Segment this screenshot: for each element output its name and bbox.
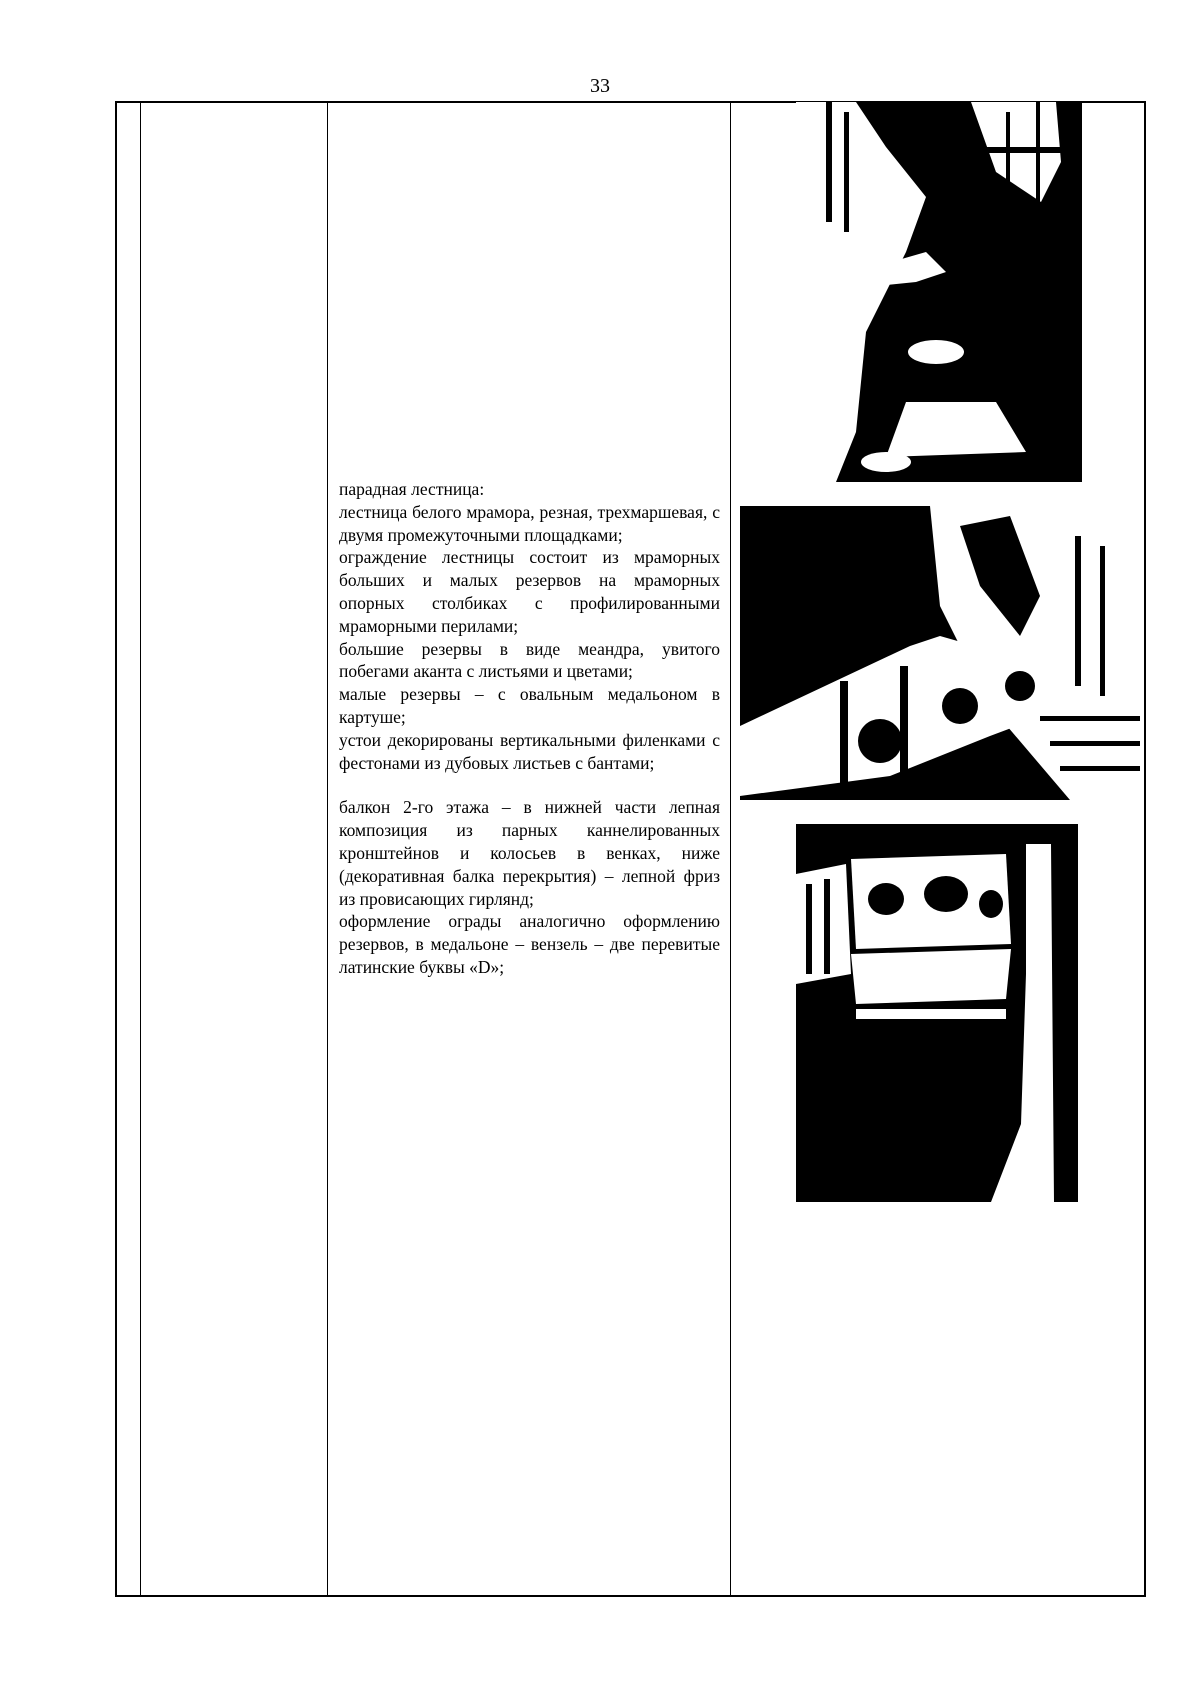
description-paragraph: парадная лестница:	[339, 479, 485, 499]
description-paragraph: ограждение лестницы состоит из мраморных больших и малых резервов на мраморных опорных столбиках с профилированными мраморными перилами;	[339, 547, 720, 636]
column-divider-1	[140, 101, 141, 1597]
page-number: 33	[590, 75, 610, 97]
staircase-column-photo	[796, 102, 1082, 482]
staircase-balustrade-photo	[740, 506, 1140, 800]
column-divider-2	[327, 101, 328, 1597]
description-paragraph: оформление ограды аналогично оформлению резервов, в медальоне – вензель – две перевитые латинские буквы «D»;	[339, 911, 720, 977]
balcony-newel-post-photo	[796, 824, 1078, 1202]
description-paragraph: малые резервы – с овальным медальоном в картуше;	[339, 684, 720, 727]
description-cell	[339, 478, 720, 979]
description-paragraph: балкон 2-го этажа – в нижней части лепная композиция из парных каннелированных кронштейнов и колосьев в венках, ниже (декоративная балка перекрытия) – лепной фриз из провисающих гирлянд;	[339, 797, 720, 909]
column-divider-3	[730, 101, 731, 1597]
description-paragraph: большие резервы в виде меандра, увитого побегами аканта с листьями и цветами;	[339, 638, 720, 682]
description-paragraph: устои декорированы вертикальными филенками с фестонами из дубовых листьев с бантами;	[339, 729, 720, 773]
description-paragraph: лестница белого мрамора, резная, трехмаршевая, с двумя промежуточными площадками;	[339, 501, 720, 545]
paragraph-gap	[339, 774, 720, 796]
